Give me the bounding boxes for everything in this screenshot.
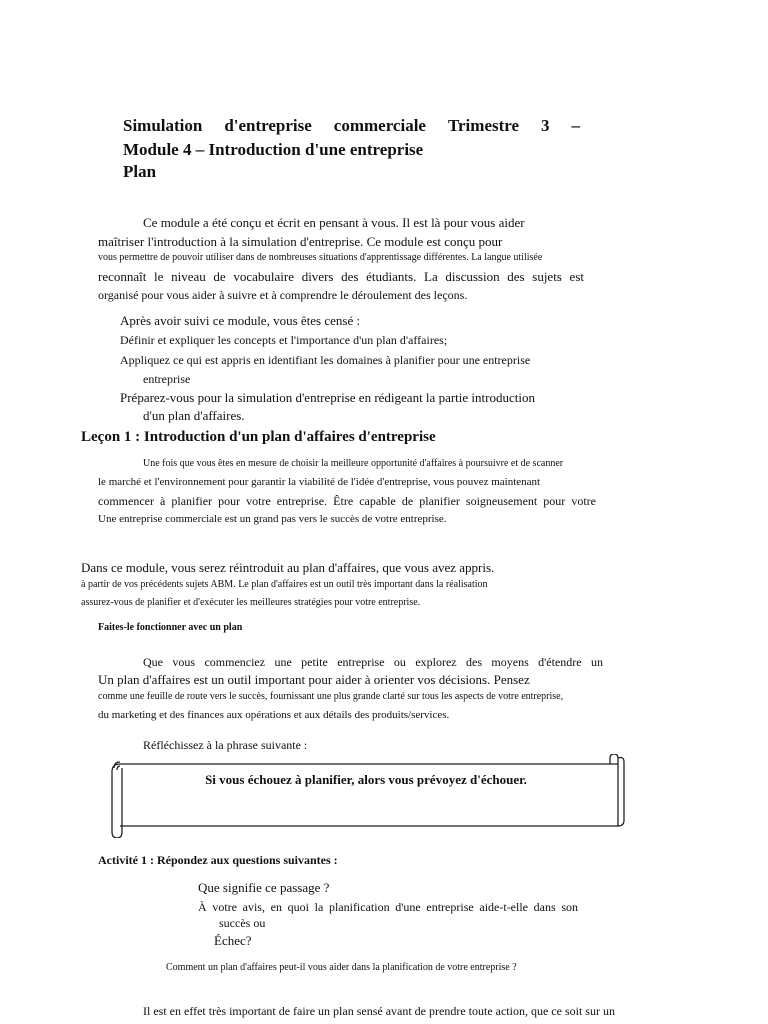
lesson-p1-line: le marché et l'environnement pour garantir la viabilité de l'idée d'entreprise, vous pouvez maintenant [98,476,541,488]
quote-scroll-banner [106,754,626,838]
objective-text-cont: d'un plan d'affaires. [143,408,245,423]
lesson-p2-line: assurez-vous de planifier et d'exécuter les meilleures stratégies pour votre entreprise. [81,597,421,608]
title-word: Trimestre [447,116,520,135]
question-text-cont: succès ou [219,916,266,930]
lesson-p3-line: Un plan d'affaires est un outil important pour aider à orienter vos décisions. Pensez [98,672,530,687]
intro-line: organisé pour vous aider à suivre et à comprendre le déroulement des leçons. [98,288,468,302]
lesson-p3-line: du marketing et des finances aux opérations et aux détails des produits/services. [98,709,450,721]
closing-line: Il est en effet très important de faire un plan sensé avant de prendre toute action, que ce soit sur un [143,1004,615,1018]
reflect-line: Réfléchissez à la phrase suivante : [143,738,308,752]
quote-text: Si vous échouez à planifier, alors vous prévoyez d'échouer. [205,772,527,787]
lesson-p2-line: Dans ce module, vous serez réintroduit au plan d'affaires, que vous avez appris. [81,560,495,575]
question-text: Que signifie ce passage ? [198,880,330,895]
intro-line: maîtriser l'introduction à la simulation d'entreprise. Ce module est conçu pour [98,234,503,249]
title-word: commerciale [333,116,426,135]
question-text-cont: Échec? [214,933,252,948]
objective-text: Définir et expliquer les concepts et l'importance d'un plan d'affaires; [120,333,448,347]
objective-text: Préparez-vous pour la simulation d'entreprise en rédigeant la partie introduction [120,390,535,405]
intro-line: reconnaît le niveau de vocabulaire divers des étudiants. La discussion des sujets est [98,269,584,284]
title-line-1 [123,116,580,136]
title-word: Simulation [123,116,203,135]
title-word: 3 [541,116,550,135]
objective-item [120,390,535,406]
title-word: – [571,116,580,135]
activity-question [198,880,329,896]
lesson-heading: Leçon 1 : Introduction d'un plan d'affaires d'entreprise [81,429,436,445]
lesson-p3-line: Que vous commenciez une petite entreprise ou explorez des moyens d'étendre un [143,655,603,669]
lesson-p2-line: à partir de vos précédents sujets ABM. Le plan d'affaires est un outil très important dans la réalisation [81,579,488,590]
objective-text: Appliquez ce qui est appris en identifiant les domaines à planifier pour une entreprise [120,353,531,367]
objective-item [120,333,447,348]
intro-line: Ce module a été conçu et écrit en pensant à vous. Il est là pour vous aider [143,215,525,230]
title-word: d'entreprise [224,116,312,135]
activity-question [198,900,593,915]
question-text: Comment un plan d'affaires peut-il vous aider dans la planification de votre entreprise ? [166,962,517,973]
question-text: À votre avis, en quoi la planification d'une entreprise aide-t-elle dans son [198,900,578,914]
lesson-p1-line: Une entreprise commerciale est un grand pas vers le succès de votre entreprise. [98,513,447,525]
title-line-3: Plan [123,162,157,181]
lesson-p3-line: comme une feuille de route vers le succès, fournissant une plus grande clarté sur tous les aspects de votre entreprise, [98,691,564,702]
objective-text-cont: entreprise [143,372,191,386]
activity-heading: Activité 1 : Répondez aux questions suivantes : [98,853,338,867]
title-line-2: Module 4 – Introduction d'une entreprise [123,140,424,159]
lesson-subheading: Faites-le fonctionner avec un plan [98,622,243,633]
objective-item [120,353,530,368]
lesson-p1-line: commencer à planifier pour votre entreprise. Être capable de planifier soigneusement pour votre [98,494,596,508]
scroll-shape [106,754,626,838]
lesson-p1-line: Une fois que vous êtes en mesure de choisir la meilleure opportunité d'affaires à poursuivre et de scanner [143,458,564,469]
objectives-lead: Après avoir suivi ce module, vous êtes censé : [120,313,361,328]
intro-line: vous permettre de pouvoir utiliser dans de nombreuses situations d'apprentissage différentes. La langue utilisée [98,252,543,263]
activity-question [166,960,517,973]
